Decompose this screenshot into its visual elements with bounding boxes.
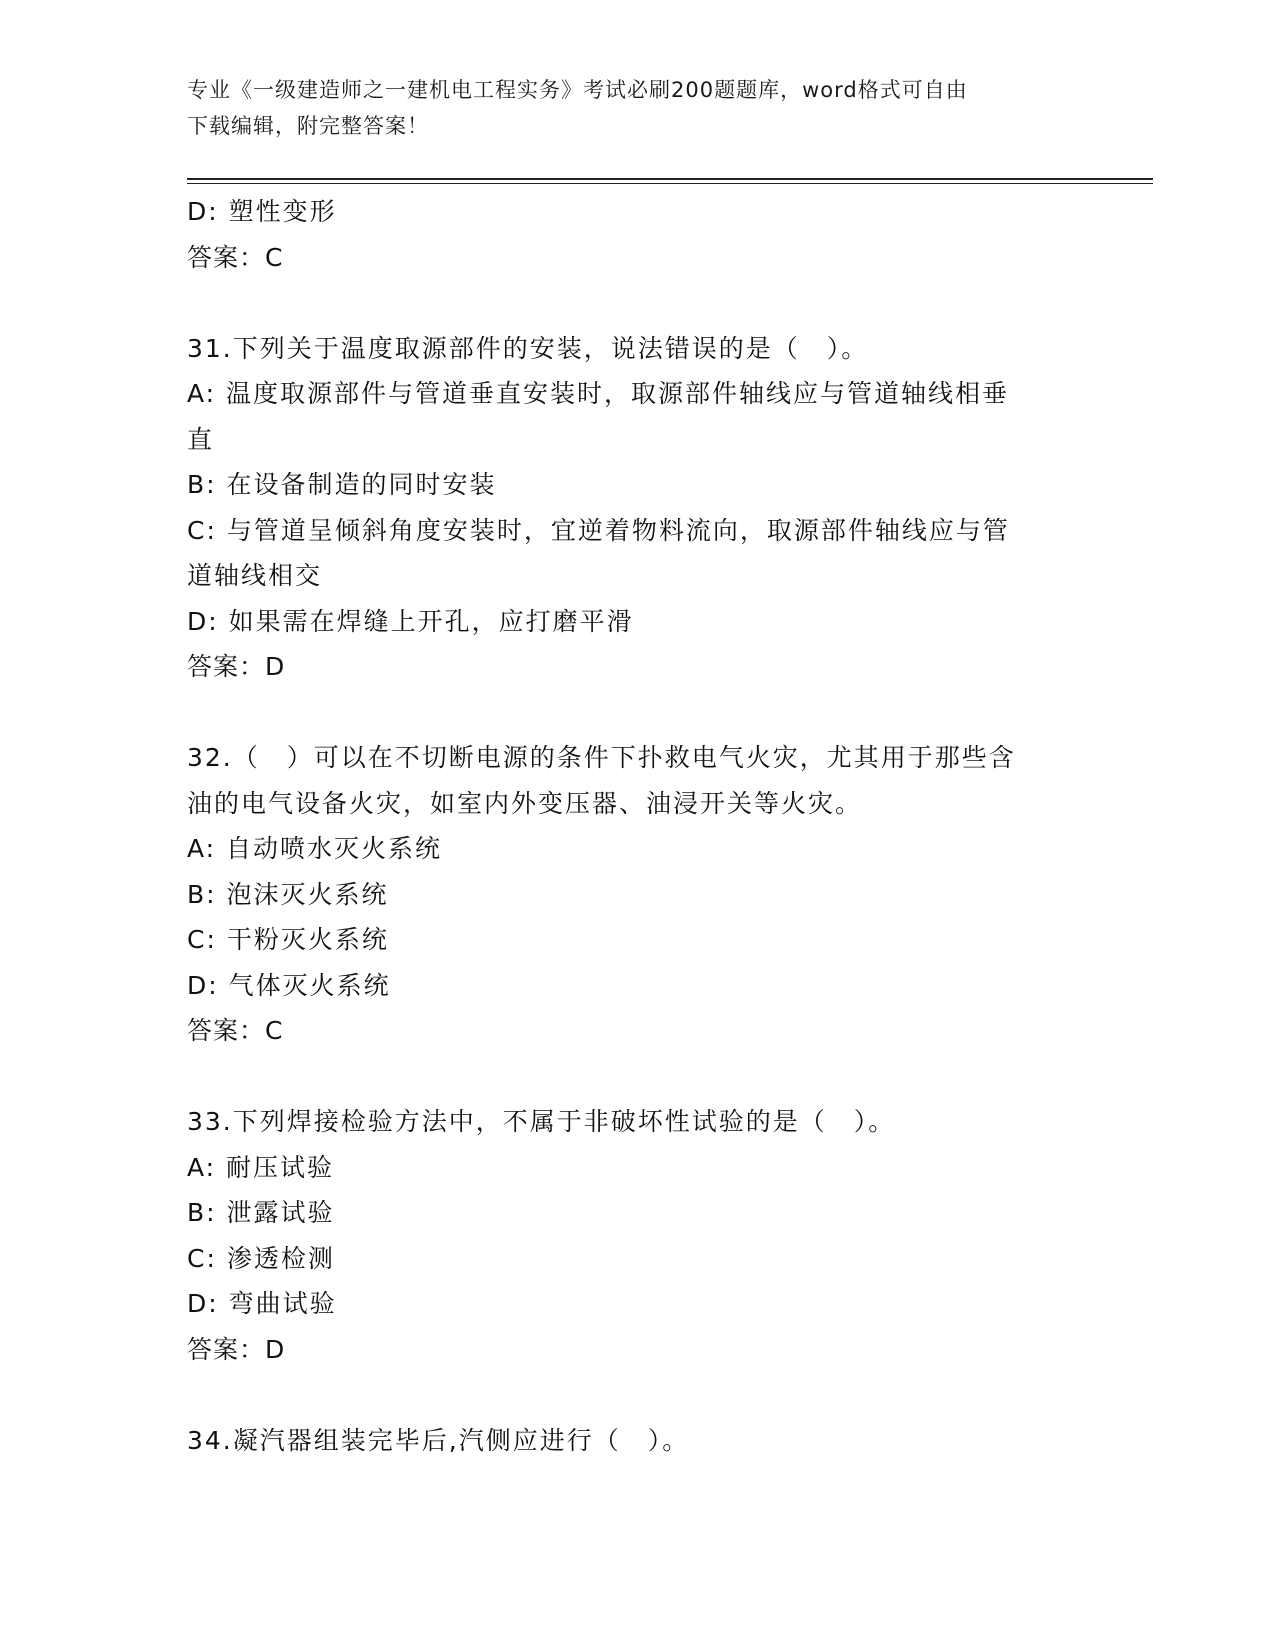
- option-c-continued: 道轴线相交: [187, 561, 323, 590]
- question-content: [187, 189, 1077, 1463]
- question-34: 34.凝汽器组装完毕后,汽侧应进行（ ）。: [187, 1425, 690, 1455]
- question-33: 33.下列焊接检验方法中，不属于非破坏性试验的是（ ）。: [187, 1107, 896, 1136]
- question-31: 31.下列关于温度取源部件的安装，说法错误的是（ ）。: [187, 333, 869, 363]
- question-32: 32.（ ）可以在不切断电源的条件下扑救电气火灾，尤其用于那些含: [187, 743, 1016, 772]
- spacer: [187, 690, 1077, 736]
- option-a: A: 温度取源部件与管道垂直安装时，取源部件轴线应与管道轴线相垂: [187, 379, 1010, 408]
- answer-line: 答案：C: [187, 242, 284, 272]
- answer-line: 答案：C: [187, 1016, 284, 1045]
- option-c: C: 与管道呈倾斜角度安装时，宜逆着物料流向，取源部件轴线应与管: [187, 515, 1010, 545]
- header-divider-thin: [187, 183, 1153, 184]
- question-32-continued: 油的电气设备火灾，如室内外变压器、油浸开关等火灾。: [187, 788, 863, 818]
- answer-line: 答案：D: [187, 652, 286, 681]
- option-c: C: 干粉灭火系统: [187, 925, 389, 954]
- option-b: B: 泡沫灭火系统: [187, 879, 389, 909]
- header-line-1: 专业《一级建造师之一建机电工程实务》考试必刷200题题库，word格式可自由: [187, 78, 968, 102]
- option-a-continued: 直: [187, 424, 215, 454]
- spacer: [187, 280, 1077, 326]
- option-d: D: 弯曲试验: [187, 1289, 337, 1318]
- option-c: C: 渗透检测: [187, 1243, 335, 1273]
- option-d: D: 如果需在焊缝上开孔，应打磨平滑: [187, 606, 634, 636]
- spacer: [187, 1372, 1077, 1418]
- option-b: B: 在设备制造的同时安装: [187, 470, 497, 499]
- spacer: [187, 1054, 1077, 1100]
- header-line-2: 下载编辑，附完整答案！: [187, 114, 429, 138]
- option-a: A: 自动喷水灭火系统: [187, 834, 443, 863]
- answer-line: 答案：D: [187, 1334, 286, 1364]
- header-divider-thick: [187, 178, 1153, 180]
- option-b: B: 泄露试验: [187, 1198, 335, 1227]
- option-a: A: 耐压试验: [187, 1152, 335, 1182]
- document-header: [187, 72, 1067, 144]
- option-d: D: 气体灭火系统: [187, 970, 391, 1000]
- option-d: D: 塑性变形: [187, 197, 337, 226]
